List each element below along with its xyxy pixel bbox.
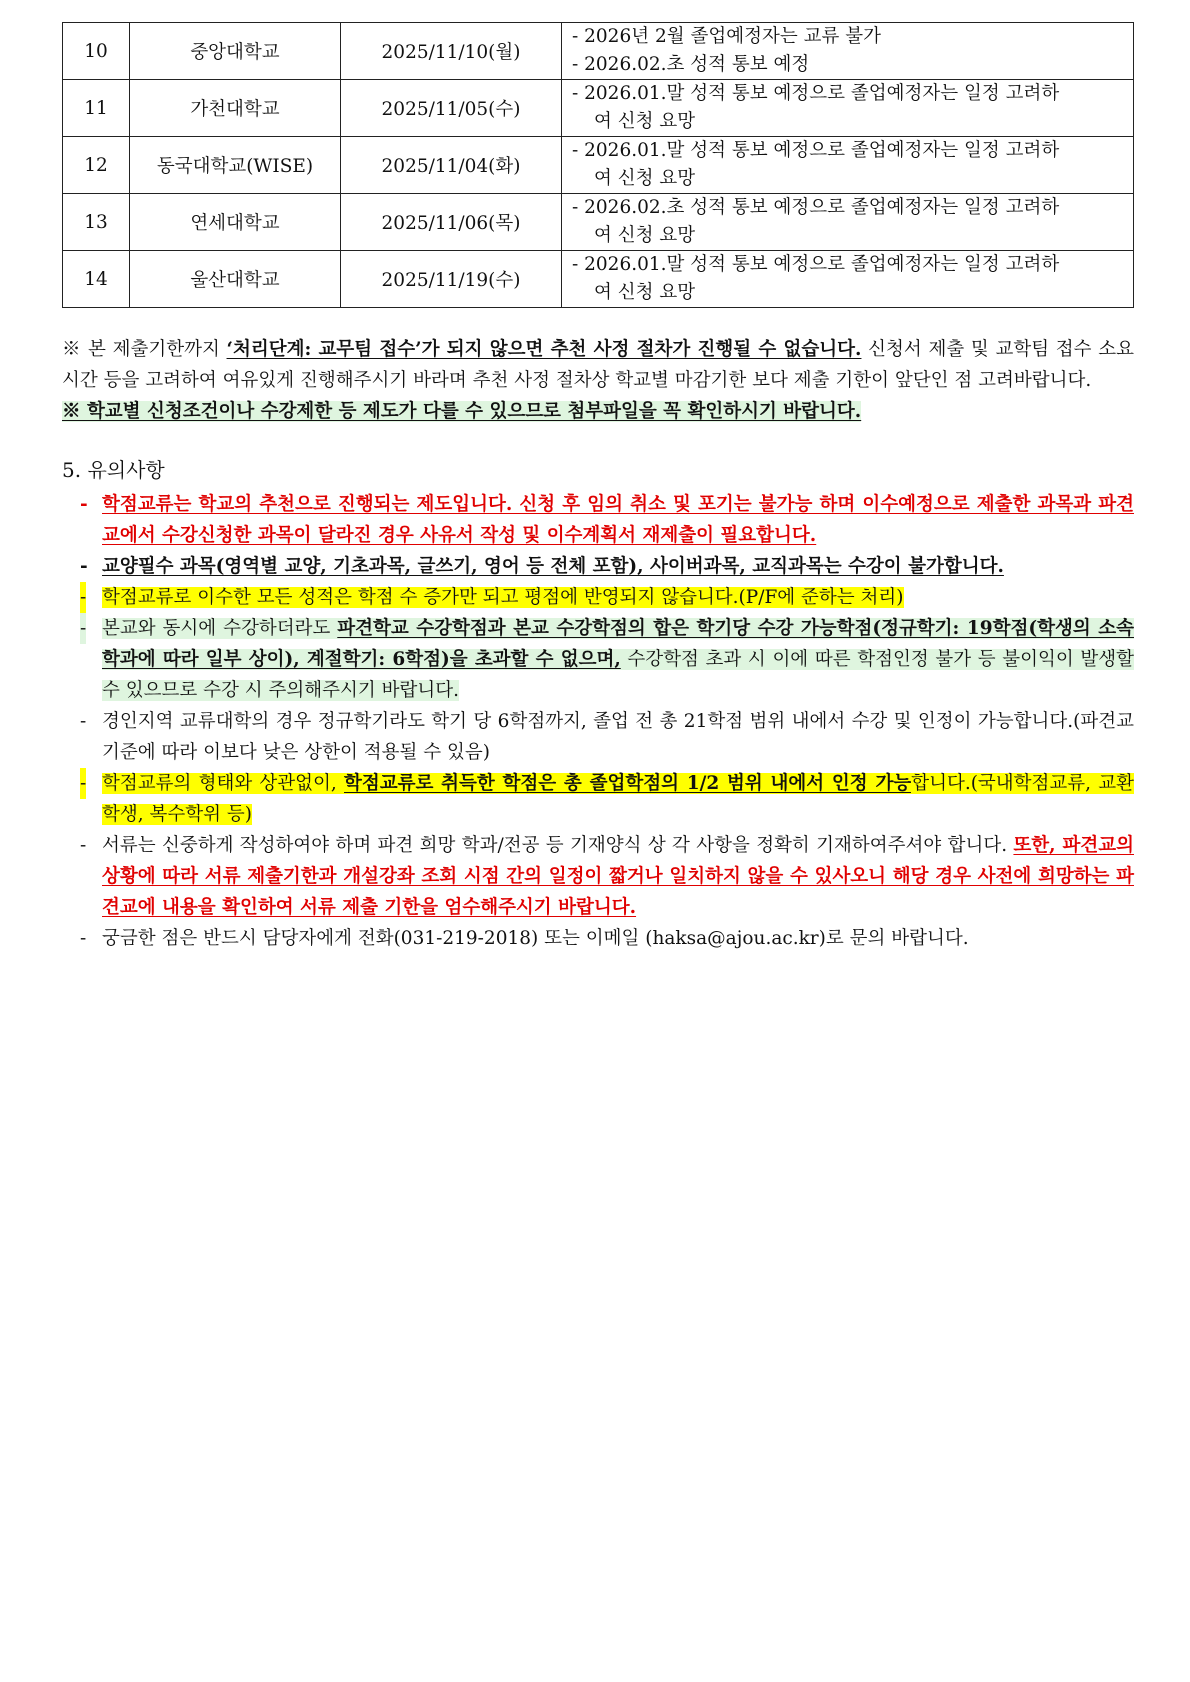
row-number: 12: [63, 137, 130, 194]
dash-1: -: [80, 494, 88, 515]
notice-block: [62, 334, 1134, 427]
dash-3: -: [80, 582, 86, 613]
precaution-item-8: - 궁금한 점은 반드시 담당자에게 전화(031-219-2018) 또는 이메일 (haksa@ajou.ac.kr)로 문의 바랍니다.: [80, 923, 1134, 954]
table-row: [63, 80, 1134, 137]
remarks-cell: [562, 251, 1134, 308]
row-number: 11: [63, 80, 130, 137]
deadline-date: 2025/11/04(화): [341, 137, 562, 194]
remark-line: - 2026.01.말 성적 통보 예정으로 졸업예정자는 일정 고려하: [572, 254, 1060, 275]
remark-line: 여 신청 요망: [594, 168, 696, 189]
precaution-item-2: - 교양필수 과목(영역별 교양, 기초과목, 글쓰기, 영어 등 전체 포함), 사이버과목, 교직과목는 수강이 불가합니다.: [80, 551, 1134, 582]
remark-line: 여 신청 요망: [594, 111, 696, 132]
table-row: [63, 137, 1134, 194]
precaution-item-5: - 경인지역 교류대학의 경우 정규학기라도 학기 당 6학점까지, 졸업 전 총 21학점 범위 내에서 수강 및 인정이 가능합니다.(파견교 기준에 따라 이보다 낮은 상한이 적용될 수 있음): [80, 706, 1134, 768]
remarks-cell: [562, 23, 1134, 80]
dash-4: -: [80, 613, 86, 644]
deadline-date: 2025/11/10(월): [341, 23, 562, 80]
remark-line: 여 신청 요망: [594, 225, 696, 246]
deadline-date: 2025/11/06(목): [341, 194, 562, 251]
dash-5: -: [80, 711, 87, 732]
table-row: [63, 194, 1134, 251]
university-table: [62, 22, 1134, 308]
table-row: [63, 251, 1134, 308]
section-precautions: [62, 455, 1134, 954]
notice-attachment: ※ 학교별 신청조건이나 수강제한 등 제도가 다를 수 있으므로 첨부파일을 꼭 확인하시기 바랍니다.: [62, 401, 862, 422]
notice-deadline-emphasis: ‘처리단계: 교무팀 접수’가 되지 않으면 추천 사정 절차가 진행될 수 없습니다.: [226, 339, 862, 360]
section-title: 5. 유의사항: [62, 458, 165, 482]
dash-8: -: [80, 928, 87, 949]
remark-line: - 2026.01.말 성적 통보 예정으로 졸업예정자는 일정 고려하: [572, 83, 1060, 104]
remarks-cell: [562, 137, 1134, 194]
table-row: [63, 23, 1134, 80]
precaution-list: [62, 489, 1134, 954]
row-number: 10: [63, 23, 130, 80]
deadline-date: 2025/11/19(수): [341, 251, 562, 308]
remark-line: 여 신청 요망: [594, 282, 696, 303]
precaution-item-4: - 본교와 동시에 수강하더라도 파견학교 수강학점과 본교 수강학점의 합은 학기당 수강 가능학점(정규학기: 19학점(학생의 소속학과에 따라 일부 상이), 계절학기: 6학점)을 초과할 수 없으며, 수강학점 초과 시 이에 따른 학점인정 불가 등 불이익이 발생할 수 있으므로 수강 시 주의해주시기 바랍니다.: [80, 613, 1134, 706]
dash-6: -: [80, 768, 86, 799]
dash-7: -: [80, 835, 87, 856]
dash-2: -: [80, 556, 88, 577]
university-name: 연세대학교: [130, 194, 341, 251]
remark-line: - 2026년 2월 졸업예정자는 교류 불가: [572, 26, 881, 47]
table-body: [63, 23, 1134, 308]
precaution-item-7: - 서류는 신중하게 작성하여야 하며 파견 희망 학과/전공 등 기재양식 상 각 사항을 정확히 기재하여주셔야 합니다. 또한, 파견교의 상황에 따라 서류 제출기한과 개설강좌 조회 시점 간의 일정이 짧거나 일치하지 않을 수 있사오니 해당 경우 사전에 희망하는 파견교에 내용을 확인하여 서류 제출 기한을 엄수해주시기 바랍니다.: [80, 830, 1134, 923]
row-number: 14: [63, 251, 130, 308]
remark-line: - 2026.01.말 성적 통보 예정으로 졸업예정자는 일정 고려하: [572, 140, 1060, 161]
row-number: 13: [63, 194, 130, 251]
precaution-item-6: - 학점교류의 형태와 상관없이, 학점교류로 취득한 학점은 총 졸업학점의 1/2 범위 내에서 인정 가능합니다.(국내학점교류, 교환학생, 복수학위 등): [80, 768, 1134, 830]
document-page: [62, 22, 1134, 954]
remark-line: - 2026.02.초 성적 통보 예정으로 졸업예정자는 일정 고려하: [572, 197, 1060, 218]
university-name: 울산대학교: [130, 251, 341, 308]
remarks-cell: [562, 80, 1134, 137]
university-name: 중앙대학교: [130, 23, 341, 80]
university-name: 동국대학교(WISE): [130, 137, 341, 194]
remark-line: - 2026.02.초 성적 통보 예정: [572, 54, 810, 75]
university-name: 가천대학교: [130, 80, 341, 137]
remarks-cell: [562, 194, 1134, 251]
notice-deadline: ※ 본 제출기한까지 ‘처리단계: 교무팀 접수’가 되지 않으면 추천 사정 절차가 진행될 수 없습니다. 신청서 제출 및 교학팀 접수 소요시간 등을 고려하여 여유있게 진행해주시기 바라며 추천 사정 절차상 학교별 마감기한 보다 제출 기한이 앞단인 점 고려바랍니다.: [62, 339, 1134, 391]
precaution-item-1: - 학점교류는 학교의 추천으로 진행되는 제도입니다. 신청 후 임의 취소 및 포기는 불가능 하며 이수예정으로 제출한 과목과 파견교에서 수강신청한 과목이 달라진 경우 사유서 작성 및 이수계획서 재제출이 필요합니다.: [80, 489, 1134, 551]
deadline-date: 2025/11/05(수): [341, 80, 562, 137]
precaution-item-3: - 학점교류로 이수한 모든 성적은 학점 수 증가만 되고 평점에 반영되지 않습니다.(P/F에 준하는 처리): [80, 582, 1134, 613]
